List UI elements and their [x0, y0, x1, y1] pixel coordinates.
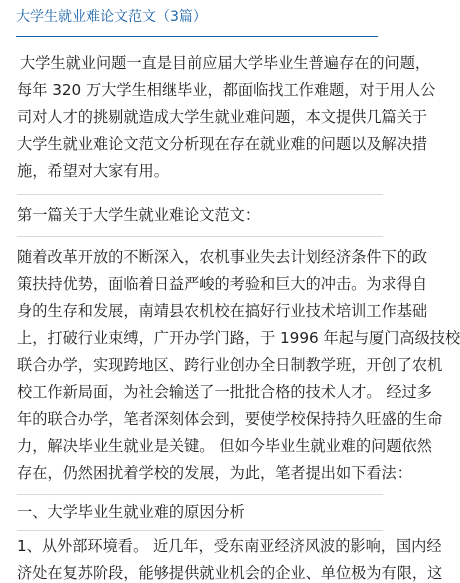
body-line: 联合办学，实现跨地区、跨行业创办全日制教学班，开创了农机 [17, 356, 443, 374]
intro-line: 大学生就业难论文范文分析现在存在就业难的问题以及解决措 [17, 135, 428, 153]
section-divider [17, 530, 383, 531]
body-line: 身的生存和发展，南靖县农机校在搞好行业技术培训工作基础 [17, 302, 428, 320]
body-line: 力，解决毕业生就业是关键。 但如今毕业生就业难的问题依然 [17, 437, 432, 455]
section-divider [17, 236, 383, 237]
intro-line: 司对人才的挑剔就造成大学生就业难问题，本文提供几篇关于 [17, 108, 428, 126]
intro-line: 大学生就业问题一直是目前应届大学毕业生普遍存在的问题， [20, 54, 431, 72]
document-title: 大学生就业难论文范文（3篇） [16, 9, 207, 25]
intro-line: 施，希望对大家有用。 [17, 162, 169, 180]
body-line: 年的联合办学，笔者深刻体会到，要使学校保持持久旺盛的生命 [17, 410, 443, 428]
section-divider [17, 494, 383, 495]
body-line: 存在，仍然困扰着学校的发展，为此，笔者提出如下看法： [17, 464, 412, 482]
section-heading: 第一篇关于大学生就业难论文范文： [17, 206, 260, 224]
subheading: 一、大学毕业生就业难的原因分析 [17, 503, 245, 521]
body-line: 校工作新局面，为社会输送了一批批合格的技术人才。 经过多 [17, 383, 432, 401]
point-line: 济处在复苏阶段，能够提供就业机会的企业、单位极为有限，这 [17, 564, 443, 582]
point-line: 1、从外部环境看。 近几年，受东南亚经济风波的影响，国内经 [17, 537, 442, 555]
intro-line: 每年 320 万大学生相继毕业，都面临找工作难题，对于用人公 [17, 81, 436, 99]
body-line: 上，打破行业束缚，广开办学门路，于 1996 年起与厦门高级技校 [17, 329, 460, 347]
body-line: 策扶持优势，面临着日益严峻的考验和巨大的冲击。为求得自 [17, 275, 428, 293]
section-divider [17, 194, 383, 195]
body-line: 随着改革开放的不断深入，农机事业失去计划经济条件下的政 [17, 248, 428, 266]
